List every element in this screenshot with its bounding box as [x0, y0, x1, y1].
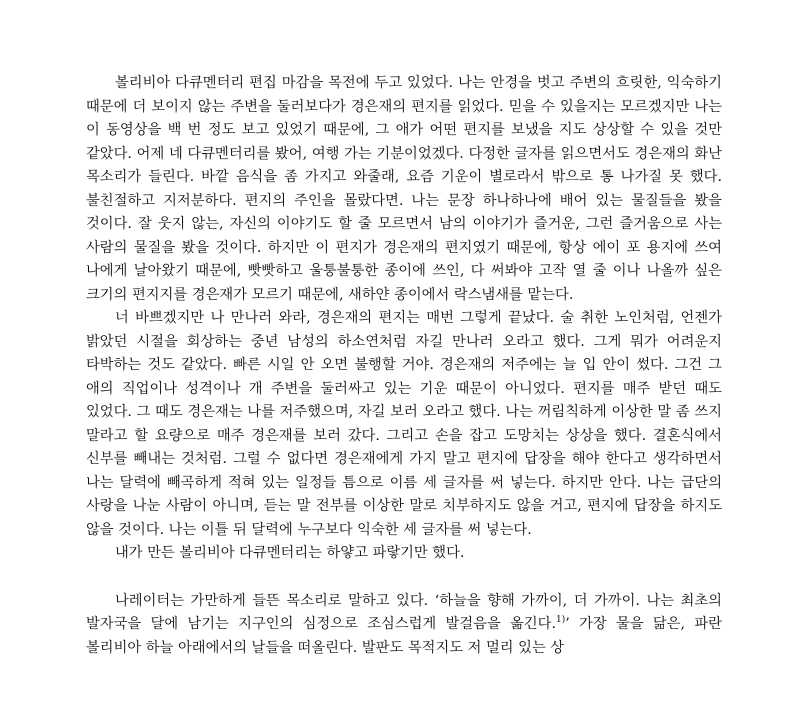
footnote-marker[interactable]: 1) [556, 615, 566, 626]
document-page [86, 72, 722, 660]
paragraph-1: 볼리비아 다큐멘터리 편집 마감을 목전에 두고 있었다. 나는 안경을 벗고 주변의 흐릿한, 익숙하기 때문에 더 보이지 않는 주변을 둘러보다가 경은재의 편지를 읽었다. 믿을 수 있을지는 모르겠지만 나는 이 동영상을 백 번 정도 보고 있었기 때문에, 그 애가 어떤 편지를 보냈을 지도 상상할 수 있을 것만 같았다. 어제 네 다큐멘터리를 봤어, 여행 가는 기분이었겠다. 다정한 글자를 읽으면서도 경은재의 화난 목소리가 들린다. 바깥 음식을 좀 가지고 와줄래, 요즘 기운이 별로라서 밖으로 통 나가질 못 했다. 불친절하고 지저분하다. 편지의 주인을 몰랐다면. 나는 문장 하나하나에 배어 있는 물질들을 봤을 것이다. 잘 웃지 않는, 자신의 이야기도 할 줄 모르면서 남의 이야기가 즐거운, 그런 즐거움으로 사는 사람의 물질을 봤을 것이다. 하지만 이 편지가 경은재의 편지였기 때문에, 항상 에이 포 용지에 쓰여 나에게 날아왔기 때문에, 빳빳하고 울퉁불퉁한 종이에 쓰인, 다 써봐야 고작 열 줄 이나 나올까 싶은 크기의 편지지를 경은재가 모르기 때문에, 새하얀 종이에서 락스냄새를 맡는다. [86, 75, 722, 303]
paragraph-4 [86, 590, 722, 661]
paragraph-gap [86, 566, 722, 590]
paragraph-4-text-start: 나레이터는 가만하게 들뜬 목소리로 말하고 있다. ‘하늘을 향해 가까이, 더 가까이. 나는 최초의 발자국을 달에 남기는 지구인의 심정으로 조심스럽게 발걸음을 옮긴다. [86, 592, 722, 632]
paragraph-2: 너 바쁘겠지만 나 만나러 와라, 경은재의 편지는 매번 그렇게 끝났다. 술 취한 노인처럼, 언젠가 밝았던 시절을 회상하는 중년 남성의 하소연처럼 자길 만나러 오라고 했다. 그게 뭐가 어려운지 타박하는 것도 같았다. 빠른 시일 안 오면 불행할 거야. 경은재의 저주에는 늘 입 안이 썼다. 그건 그 애의 직업이나 성격이나 개 주변을 둘러싸고 있는 기운 때문이 아니었다. 편지를 매주 받던 때도 있었다. 그 때도 경은재는 나를 저주했으며, 자길 보러 오라고 했다. 나는 꺼림칙하게 이상한 말 좀 쓰지 말라고 할 요량으로 매주 경은재를 보러 갔다. 그리고 손을 잡고 도망치는 상상을 했다. 결혼식에서 신부를 빼내는 것처럼. 그럴 수 없다면 경은재에게 가지 말고 편지에 답장을 해야 한다고 생각하면서 나는 달력에 빼곡하게 적혀 있는 일정들 틈으로 이름 세 글자를 써 넣는다. 하지만 안다. 나는 급단의 사랑을 나눈 사람이 아니며, 듣는 말 전부를 이상한 말로 치부하지도 않을 거고, 편지에 답장을 하지도 않을 것이다. 나는 이틀 뒤 달력에 누구보다 익숙한 세 글자를 써 넣는다. [86, 310, 722, 538]
paragraph-3: 내가 만든 볼리비아 다큐멘터리는 하얗고 파랗기만 했다. [115, 545, 465, 561]
paragraph-4-text-end: ’ 가장 물을 닮은, 파란 볼리비아 하늘 아래에서의 날들을 떠올린다. 발판도 목적지도 저 멀리 있는 상 [86, 616, 722, 656]
